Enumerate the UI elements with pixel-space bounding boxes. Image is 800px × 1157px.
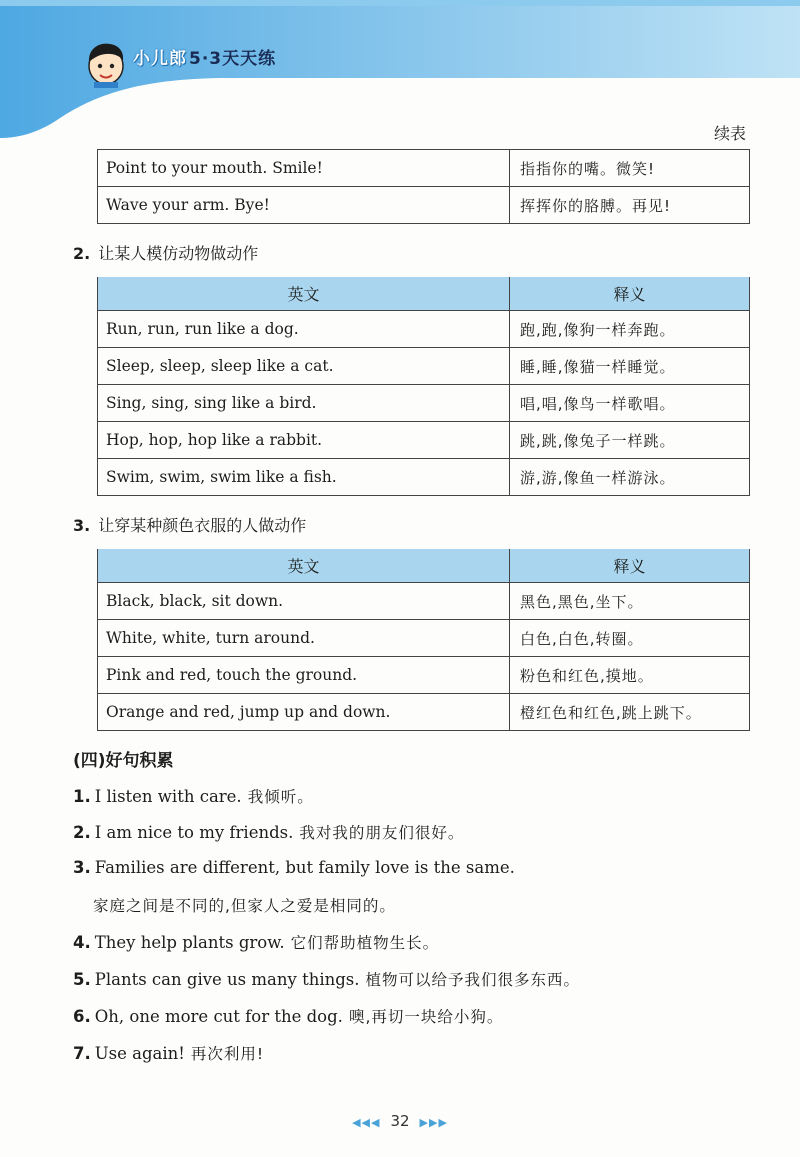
meaning-cell: 粉色和红色,摸地。 — [510, 657, 750, 694]
color-actions-table — [97, 549, 750, 731]
sentence-number: 3. — [73, 858, 91, 877]
english-cell: Orange and red, jump up and down. — [98, 694, 510, 731]
table-row — [98, 187, 750, 224]
english-cell: Point to your mouth. Smile! — [98, 150, 510, 187]
sentence-number: 5. — [73, 970, 91, 989]
table-row — [98, 422, 750, 459]
sentence-number: 1. — [73, 787, 91, 806]
section-title-text: 让某人模仿动物做动作 — [98, 244, 259, 263]
section-title — [73, 241, 258, 264]
english-cell: Pink and red, touch the ground. — [98, 657, 510, 694]
table-row — [98, 620, 750, 657]
table-header-row — [98, 549, 750, 583]
animal-actions-table — [97, 277, 750, 496]
brand-name: 小儿郎 — [133, 49, 187, 69]
meaning-cell: 唱,唱,像鸟一样歌唱。 — [510, 385, 750, 422]
meaning-cell: 挥挥你的胳膊。再见! — [510, 187, 750, 224]
sentence-item — [73, 968, 580, 990]
sentence-item — [73, 1005, 503, 1027]
sentence-chinese: 我对我的朋友们很好。 — [299, 824, 465, 842]
english-cell: Black, black, sit down. — [98, 583, 510, 620]
meaning-cell: 游,游,像鱼一样游泳。 — [510, 459, 750, 496]
english-cell: Sleep, sleep, sleep like a cat. — [98, 348, 510, 385]
sentence-item — [73, 931, 439, 953]
sentence-chinese: 植物可以给予我们很多东西。 — [365, 971, 581, 989]
meaning-cell: 指指你的嘴。微笑! — [510, 150, 750, 187]
table-row — [98, 657, 750, 694]
table-row — [98, 694, 750, 731]
sentence-english: I am nice to my friends. — [94, 823, 294, 842]
table-row — [98, 385, 750, 422]
sentence-number: 6. — [73, 1007, 91, 1026]
sentence-item — [73, 858, 515, 877]
section-title — [73, 513, 306, 536]
english-cell: Swim, swim, swim like a fish. — [98, 459, 510, 496]
meaning-cell: 白色,白色,转圈。 — [510, 620, 750, 657]
meaning-cell: 睡,睡,像猫一样睡觉。 — [510, 348, 750, 385]
sentence-item — [73, 1042, 264, 1064]
sentence-number: 4. — [73, 933, 91, 952]
sentence-english: Plants can give us many things. — [94, 970, 360, 989]
brand-logo — [133, 44, 276, 69]
sentence-chinese: 它们帮助植物生长。 — [290, 934, 440, 952]
english-cell: Hop, hop, hop like a rabbit. — [98, 422, 510, 459]
page-footer — [0, 1112, 800, 1130]
brand-tail: 5·3天天练 — [189, 49, 277, 69]
meaning-cell: 黑色,黑色,坐下。 — [510, 583, 750, 620]
sentence-english: Use again! — [94, 1044, 185, 1063]
column-header-english: 英文 — [98, 277, 510, 311]
sentence-chinese: 我倾听。 — [247, 788, 314, 806]
meaning-cell: 跳,跳,像兔子一样跳。 — [510, 422, 750, 459]
sentence-item — [73, 821, 464, 843]
table-row — [98, 348, 750, 385]
left-arrows-icon: ◀◀◀ — [352, 1116, 381, 1129]
sentences-heading: (四)好句积累 — [73, 751, 174, 771]
mascot-boy-icon — [82, 38, 130, 88]
sentence-translation: 家庭之间是不同的,但家人之爱是相同的。 — [93, 897, 396, 915]
column-header-meaning: 释义 — [510, 549, 750, 583]
continued-table — [97, 149, 750, 224]
continued-label: 续表 — [713, 124, 746, 143]
sentence-english: I listen with care. — [94, 787, 242, 806]
english-cell: Sing, sing, sing like a bird. — [98, 385, 510, 422]
sentence-chinese: 噢,再切一块给小狗。 — [348, 1008, 504, 1026]
table-row — [98, 150, 750, 187]
page-number: 32 — [390, 1112, 410, 1130]
sentence-number: 2. — [73, 823, 91, 842]
sentence-english: Oh, one more cut for the dog. — [94, 1007, 343, 1026]
sentence-english: They help plants grow. — [94, 933, 285, 952]
table-row — [98, 459, 750, 496]
section-title-text: 让穿某种颜色衣服的人做动作 — [98, 516, 307, 535]
table-header-row — [98, 277, 750, 311]
table-row — [98, 583, 750, 620]
meaning-cell: 橙红色和红色,跳上跳下。 — [510, 694, 750, 731]
column-header-meaning: 释义 — [510, 277, 750, 311]
english-cell: Wave your arm. Bye! — [98, 187, 510, 224]
english-cell: Run, run, run like a dog. — [98, 311, 510, 348]
section-number: 2. — [73, 244, 91, 263]
sentence-number: 7. — [73, 1044, 91, 1063]
meaning-cell: 跑,跑,像狗一样奔跑。 — [510, 311, 750, 348]
section-number: 3. — [73, 516, 91, 535]
column-header-english: 英文 — [98, 549, 510, 583]
english-cell: White, white, turn around. — [98, 620, 510, 657]
sentence-item — [73, 785, 314, 807]
right-arrows-icon: ▶▶▶ — [419, 1116, 448, 1129]
table-row — [98, 311, 750, 348]
sentence-chinese: 再次利用! — [190, 1045, 265, 1063]
sentence-english: Families are different, but family love is the same. — [94, 858, 515, 877]
